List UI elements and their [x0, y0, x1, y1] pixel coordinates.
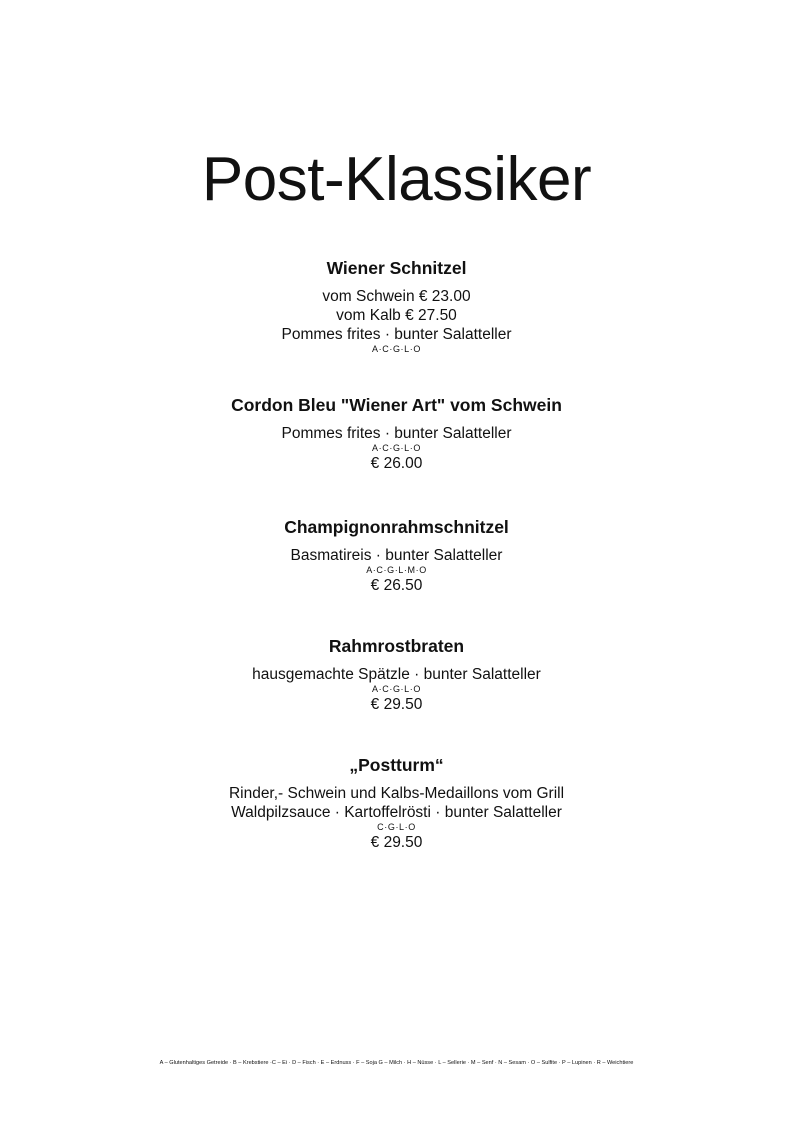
- dish-description-line: hausgemachte Spätzle · bunter Salatteller: [252, 666, 541, 683]
- allergen-codes: A·C·G·L·O: [372, 684, 421, 694]
- dish-description-line: Pommes frites · bunter Salatteller: [281, 326, 512, 343]
- dish-description-line: vom Kalb € 27.50: [336, 307, 457, 324]
- allergen-codes: A·C·G·L·O: [372, 443, 421, 453]
- dish-name: Cordon Bleu "Wiener Art" vom Schwein: [231, 395, 562, 415]
- dish-price: € 29.50: [370, 696, 423, 713]
- allergen-legend: A – Glutenhaltiges Getreide · B – Krebstiere ·C – Ei · D – Fisch · E – Erdnuss · F – Soja G – Milch · H – Nüsse · L – Sellerie · M – Senf · N – Sesam · O – Sulfite · P – Lupinen · R – Weichtiere: [159, 1060, 634, 1066]
- dish-name: Wiener Schnitzel: [326, 258, 467, 278]
- menu-item-postturm: [0, 753, 793, 852]
- dish-price: € 26.50: [370, 577, 423, 594]
- menu-item-champignonrahmschnitzel: [0, 515, 793, 595]
- dish-description-line: Rinder,- Schwein und Kalbs-Medaillons vom Grill: [228, 785, 565, 802]
- allergen-codes: C·G·L·O: [377, 822, 416, 832]
- page-title: Post-Klassiker: [201, 145, 592, 214]
- menu-item-rahmrostbraten: [0, 634, 793, 714]
- dish-name: „Postturm“: [349, 755, 444, 775]
- menu-item-wiener-schnitzel: [0, 256, 793, 355]
- dish-price: € 26.00: [370, 455, 423, 472]
- dish-description-line: Waldpilzsauce · Kartoffelrösti · bunter Salatteller: [231, 804, 562, 821]
- dish-description-line: Basmatireis · bunter Salatteller: [290, 547, 503, 564]
- allergen-codes: A·C·G·L·O: [372, 344, 421, 354]
- dish-price: € 29.50: [370, 834, 423, 851]
- dish-name: Champignonrahmschnitzel: [284, 517, 509, 537]
- dish-description-line: vom Schwein € 23.00: [322, 288, 471, 305]
- dish-description-line: Pommes frites · bunter Salatteller: [281, 425, 512, 442]
- allergen-codes: A·C·G·L·M·O: [366, 565, 427, 575]
- dish-name: Rahmrostbraten: [328, 636, 465, 656]
- menu-item-cordon-bleu: [0, 393, 793, 473]
